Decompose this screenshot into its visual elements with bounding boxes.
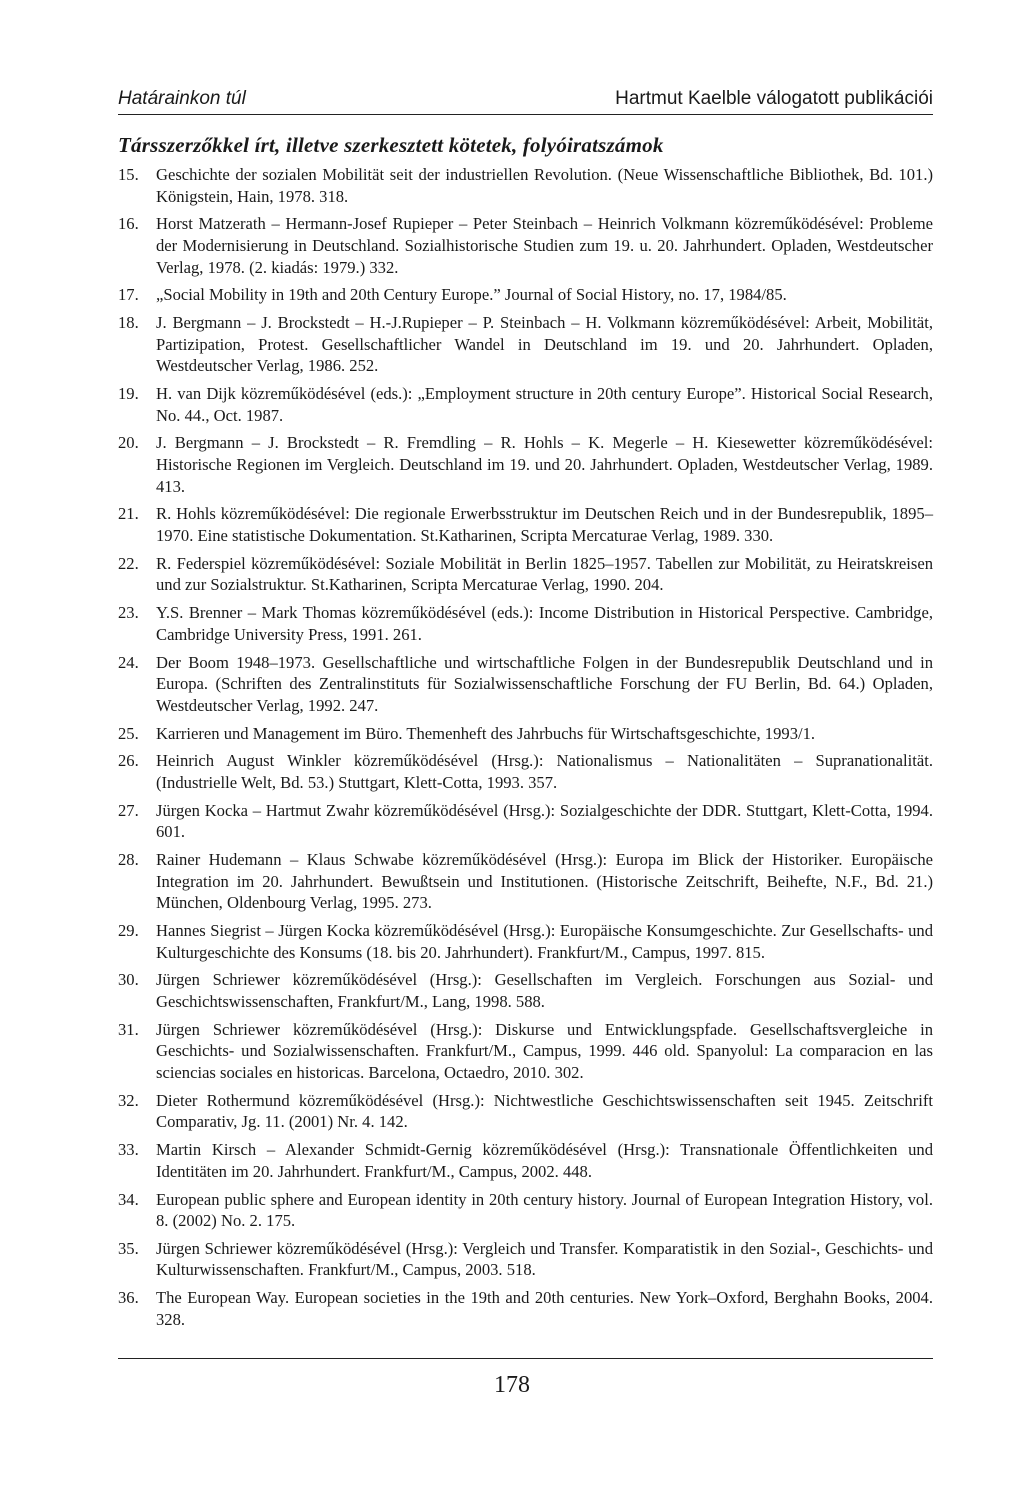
entry-text: The European Way. European societies in the 19th and 20th centuries. New York–Oxford, Berghahn Books, 2004. 328. <box>156 1288 933 1329</box>
header-book-title: Határainkon túl <box>118 88 246 109</box>
bibliography-entry <box>118 1287 933 1330</box>
entry-number: 22. <box>118 553 139 573</box>
page-number: 178 <box>494 1372 530 1398</box>
entry-text: Hannes Siegrist – Jürgen Kocka közreműködésével (Hrsg.): Europäische Konsumgeschichte. Zur Gesellschafts- und Kulturgeschichte des Konsums (18. bis 20. Jahrhundert). Frankfurt/M., Campus, 1997. 815. <box>156 921 933 962</box>
entry-number: 34. <box>118 1189 139 1209</box>
bibliography-entry <box>118 1139 933 1182</box>
entry-text: Y.S. Brenner – Mark Thomas közreműködésével (eds.): Income Distribution in Historical Perspective. Cambridge, Cambridge University Press, 1991. 261. <box>156 603 933 644</box>
bibliography-entry <box>118 213 933 278</box>
entry-text: Der Boom 1948–1973. Gesellschaftliche und wirtschaftliche Folgen in der Bundesrepublik Deutschland und in Europa. (Schriften des Zentralinstituts für Sozialwissenschaftliche Forschung der FU Berlin, Bd. 64.) Opladen, Westdeutscher Verlag, 1992. 247. <box>156 652 933 715</box>
bibliography-entry <box>118 432 933 497</box>
entry-text: Jürgen Kocka – Hartmut Zwahr közreműködésével (Hrsg.): Sozialgeschichte der DDR. Stuttgart, Klett-Cotta, 1994. 601. <box>156 800 933 842</box>
entry-number: 24. <box>118 652 139 672</box>
entry-number: 25. <box>118 723 139 743</box>
entry-number: 36. <box>118 1288 139 1308</box>
entry-number: 15. <box>118 165 139 184</box>
bibliography-entry <box>118 503 933 546</box>
entry-text: Heinrich August Winkler közreműködésével (Hrsg.): Nationalismus – Nationalitäten – Supranationalität. (Industrielle Welt, Bd. 53.) Stuttgart, Klett-Cotta, 1993. 357. <box>156 751 933 792</box>
entry-text: Martin Kirsch – Alexander Schmidt-Gernig közreműködésével (Hrsg.): Transnationale Öffentlichkeiten und Identitäten im 20. Jahrhundert. Frankfurt/M., Campus, 2002. 448. <box>156 1140 933 1181</box>
bibliography-entry <box>118 312 933 377</box>
bibliography-entry <box>118 920 933 963</box>
entry-text: Geschichte der sozialen Mobilität seit der industriellen Revolution. (Neue Wissenschaftliche Bibliothek, Bd. 101.) Königstein, Hain, 1978. 318. <box>156 165 933 206</box>
entry-number: 27. <box>118 800 139 820</box>
bibliography-entry <box>118 1019 933 1084</box>
entry-text: R. Federspiel közreműködésével: Soziale Mobilität in Berlin 1825–1957. Tabellen zur Mobilität, zu Heiratskreisen und zur Sozialstruktur. St.Katharinen, Scripta Mercaturae Verlag, 1990. 204. <box>156 553 933 595</box>
entry-number: 19. <box>118 384 139 404</box>
section-title: Társszerzőkkel írt, illetve szerkesztett kötetek, folyóiratszámok <box>118 133 664 157</box>
bibliography-entry <box>118 1090 933 1133</box>
entry-number: 23. <box>118 603 139 623</box>
entry-text: Jürgen Schriewer közreműködésével (Hrsg.): Gesellschaften im Vergleich. Forschungen aus Sozial- und Geschichtswissenschaften, Frankfurt/M., Lang, 1998. 588. <box>156 970 933 1011</box>
bibliography-entry <box>118 969 933 1012</box>
entry-number: 21. <box>118 504 139 524</box>
entry-text: R. Hohls közreműködésével: Die regionale Erwerbsstruktur im Deutschen Reich und in der Bundesrepublik, 1895–1970. Eine statistische Dokumentation. St.Katharinen, Scripta Mercaturae Verlag, 1989. 330. <box>156 504 933 546</box>
entry-number: 26. <box>118 751 139 771</box>
entry-text: Rainer Hudemann – Klaus Schwabe közreműködésével (Hrsg.): Europa im Blick der Historiker. Europäische Integration im 20. Jahrhundert. Bewußtsein und Institutionen. (Historische Zeitschrift, Beihefte, N.F., Bd. 21.) München, Oldenbourg Verlag, 1995. 273. <box>156 850 933 913</box>
bibliography-entry <box>118 750 933 793</box>
bibliography-entry <box>118 1189 933 1232</box>
entry-number: 33. <box>118 1140 139 1160</box>
entry-number: 20. <box>118 433 139 453</box>
entry-number: 28. <box>118 850 139 870</box>
entry-number: 35. <box>118 1238 139 1258</box>
entry-number: 30. <box>118 970 139 990</box>
entry-number: 17. <box>118 285 139 305</box>
entry-number: 16. <box>118 214 139 234</box>
entry-number: 29. <box>118 921 139 941</box>
entry-text: Jürgen Schriewer közreműködésével (Hrsg.): Vergleich und Transfer. Komparatistik in den Sozial-, Geschichts- und Kulturwissenschaften. Frankfurt/M., Campus, 2003. 518. <box>156 1238 933 1280</box>
bibliography-entry <box>118 164 933 207</box>
bibliography-entry <box>118 1238 933 1281</box>
bibliography-entry <box>118 602 933 645</box>
page-content <box>118 88 933 1337</box>
running-header <box>118 88 933 115</box>
bibliography-entry <box>118 284 933 306</box>
entry-text: H. van Dijk közreműködésével (eds.): „Employment structure in 20th century Europe”. Historical Social Research, No. 44., Oct. 1987. <box>156 384 933 425</box>
entry-text: Karrieren und Management im Büro. Themenheft des Jahrbuchs für Wirtschaftsgeschichte, 1993/1. <box>156 723 816 743</box>
entry-number: 31. <box>118 1019 139 1039</box>
bibliography-entry <box>118 553 933 596</box>
entry-text: Dieter Rothermund közreműködésével (Hrsg.): Nichtwestliche Geschichtswissenschaften seit 1945. Zeitschrift Comparativ, Jg. 11. (2001) Nr. 4. 142. <box>156 1090 933 1132</box>
entry-text: Jürgen Schriewer közreműködésével (Hrsg.): Diskurse und Entwicklungspfade. Gesellschaftsvergleiche in Geschichts- und Sozialwissenschaften. Frankfurt/M., Campus, 1999. 446 old. Spanyolul: La comparacion en las sciencias sociales en historicas. Barcelona, Octaedro, 2010. 302. <box>156 1019 933 1082</box>
entry-text: J. Bergmann – J. Brockstedt – R. Fremdling – R. Hohls – K. Megerle – H. Kiesewetter közreműködésével: Historische Regionen im Vergleich. Deutschland im 19. und 20. Jahrhundert. Opladen, Westdeutscher Verlag, 1989. 413. <box>156 433 933 496</box>
entry-text: European public sphere and European identity in 20th century history. Journal of European Integration History, vol. 8. (2002) No. 2. 175. <box>156 1189 933 1231</box>
header-chapter-title: Hartmut Kaelble válogatott publikációi <box>615 88 933 109</box>
footer-divider <box>118 1358 933 1359</box>
entry-text: Horst Matzerath – Hermann-Josef Rupieper – Peter Steinbach – Heinrich Volkmann közreműködésével: Probleme der Modernisierung in Deutschland. Sozialhistorische Studien zum 19. u. 20. Jahrhundert. Opladen, Westdeutscher Verlag, 1978. (2. kiadás: 1979.) 332. <box>156 214 933 277</box>
entry-number: 32. <box>118 1090 139 1110</box>
bibliography-entry <box>118 849 933 914</box>
entry-text: „Social Mobility in 19th and 20th Century Europe.” Journal of Social History, no. 17, 1984/85. <box>156 285 787 305</box>
entry-text: J. Bergmann – J. Brockstedt – H.-J.Rupieper – P. Steinbach – H. Volkmann közreműködésével: Arbeit, Mobilität, Partizipation, Protest. Gesellschaftlicher Wandel in Deutschland im 19. und 20. Jahrhundert. Opladen, Westdeutscher Verlag, 1986. 252. <box>156 313 933 376</box>
entry-number: 18. <box>118 313 139 333</box>
bibliography-list <box>118 164 933 1330</box>
bibliography-entry <box>118 652 933 717</box>
bibliography-entry <box>118 800 933 843</box>
bibliography-entry <box>118 383 933 426</box>
bibliography-entry <box>118 723 933 745</box>
